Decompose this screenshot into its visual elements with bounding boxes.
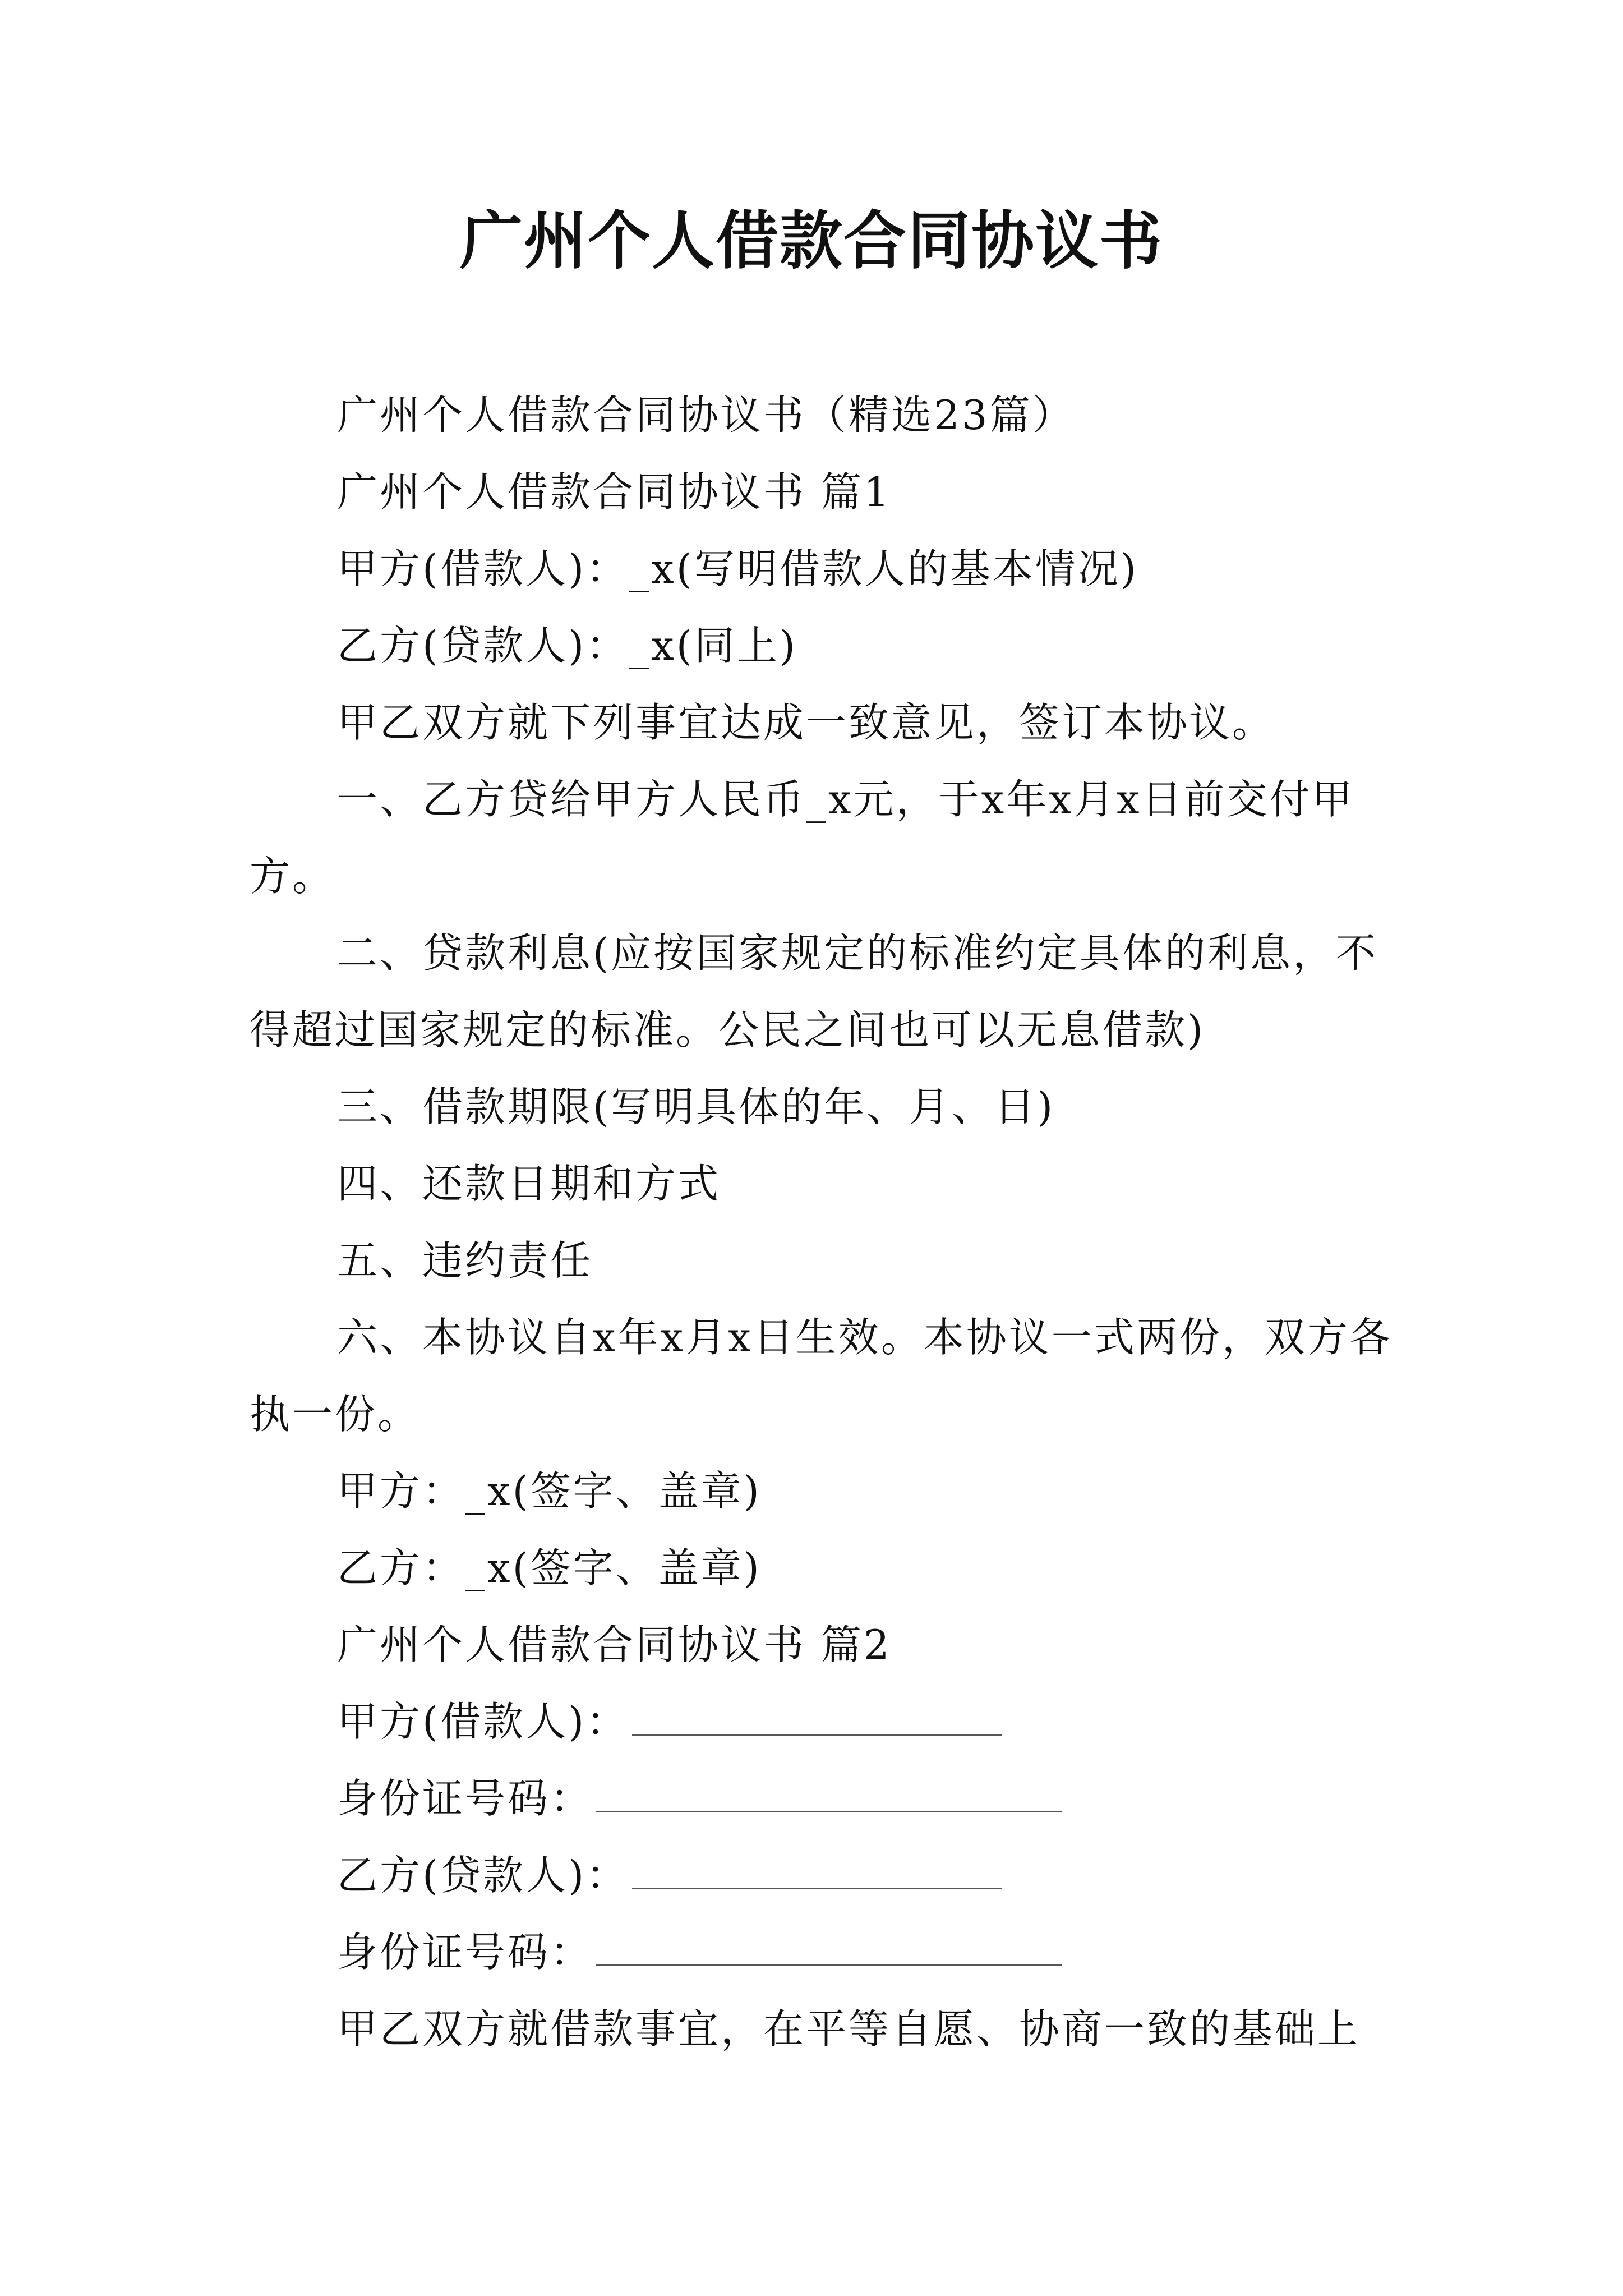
part-2-heading: 广州个人借款合同协议书 篇2 [337, 1621, 892, 1668]
part-2-intro: 甲乙双方就借款事宜，在平等自愿、协商一致的基础上 [337, 2005, 1361, 2053]
agreement-intro: 甲乙双方就下列事宜达成一致意见，签订本协议。 [337, 699, 1275, 746]
part-1-heading: 广州个人借款合同协议书 篇1 [337, 468, 892, 516]
clause-3: 三、借款期限(写明具体的年、月、日) [337, 1083, 1055, 1130]
lender-id-label: 身份证号码： [337, 1929, 593, 1976]
clause-6: 六、本协议自x年x月x日生效。本协议一式两份，双方各执一份。 [250, 1314, 1393, 1438]
borrower-blank-line [632, 1723, 1002, 1736]
lender-id-blank-line [596, 1953, 1062, 1966]
borrower-field [250, 1683, 1394, 1760]
lender-id-field [250, 1914, 1394, 1991]
clause-1: 一、乙方贷给甲方人民币_x元，于x年x月x日前交付甲方。 [250, 776, 1355, 900]
party-b-line: 乙方(贷款人)：_x(同上) [337, 622, 797, 669]
borrower-id-label: 身份证号码： [337, 1775, 593, 1822]
subtitle: 广州个人借款合同协议书（精选23篇） [337, 392, 1075, 439]
clause-4: 四、还款日期和方式 [337, 1160, 721, 1207]
document-body [250, 377, 1394, 2068]
borrower-id-field [250, 1760, 1394, 1837]
lender-field [250, 1837, 1394, 1914]
borrower-id-blank-line [596, 1800, 1062, 1812]
lender-blank-line [632, 1876, 1002, 1889]
clause-2: 二、贷款利息(应按国家规定的标准约定具体的利息，不得超过国家规定的标准。公民之间也可以无息借款) [250, 930, 1378, 1053]
party-b-signature: 乙方：_x(签字、盖章) [337, 1544, 762, 1591]
clause-5: 五、违约责任 [337, 1237, 593, 1284]
document-title: 广州个人借款合同协议书 [460, 204, 1163, 278]
party-a-line: 甲方(借款人)：_x(写明借款人的基本情况) [337, 545, 1138, 592]
lender-label: 乙方(贷款人)： [337, 1852, 629, 1899]
borrower-label: 甲方(借款人)： [337, 1698, 629, 1745]
party-a-signature: 甲方：_x(签字、盖章) [337, 1467, 762, 1515]
